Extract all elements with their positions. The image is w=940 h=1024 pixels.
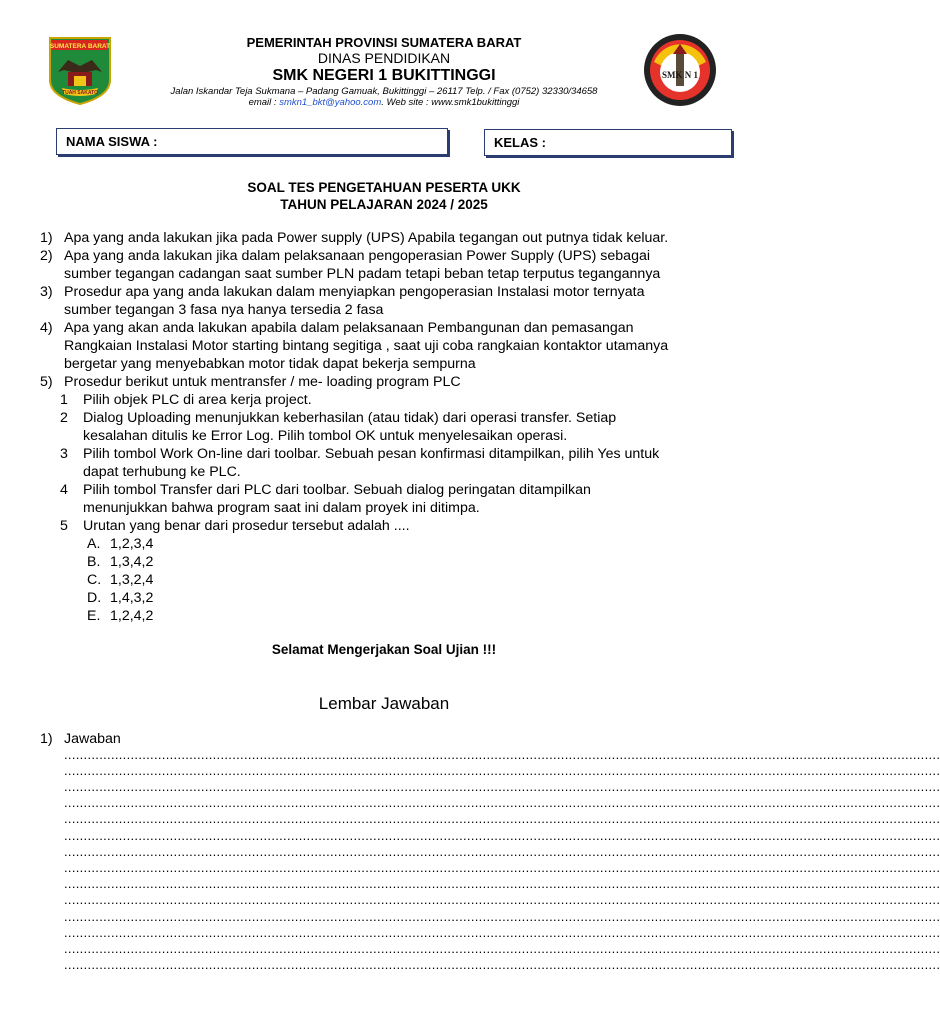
department-name: DINAS PENDIDIKAN	[317, 50, 451, 66]
option-text: 1,2,4,2	[110, 608, 154, 624]
class-field[interactable]	[484, 129, 732, 156]
school-contact	[120, 97, 648, 108]
sumbar-logo-top-text: SUMATERA BARAT	[49, 43, 111, 50]
question-number: 5)	[40, 374, 53, 390]
step-text: dapat terhubung ke PLC.	[83, 464, 241, 480]
answer-line[interactable]: ................................................................................................................................................................................................................................	[64, 925, 940, 940]
option-letter: C.	[87, 572, 102, 588]
option-text: 1,3,4,2	[110, 554, 154, 570]
option-e[interactable]	[87, 607, 154, 625]
step-text: kesalahan ditulis ke Error Log. Pilih tombol OK untuk menyelesaikan operasi.	[83, 428, 568, 444]
option-text: 1,3,2,4	[110, 572, 154, 588]
school-name: SMK NEGERI 1 BUKITTINGGI	[272, 67, 496, 84]
school-address: Jalan Iskandar Teja Sukmana – Padang Gamuak, Bukittinggi – 26117 Telp. / Fax (0752) 32330/34658	[170, 86, 598, 97]
question-text: Apa yang anda lakukan jika dalam pelaksanaan pengoperasian Power Supply (UPS) sebagai	[64, 248, 651, 264]
answer-label: Jawaban	[64, 731, 121, 747]
answer-line[interactable]: ................................................................................................................................................................................................................................	[64, 763, 940, 778]
question-number: 3)	[40, 284, 53, 300]
answer-line[interactable]: ................................................................................................................................................................................................................................	[64, 795, 940, 810]
answer-line[interactable]: ................................................................................................................................................................................................................................	[64, 844, 940, 859]
option-text: 1,4,3,2	[110, 590, 154, 606]
answer-line[interactable]: ................................................................................................................................................................................................................................	[64, 909, 940, 924]
email-label: email :	[248, 97, 280, 108]
option-letter: A.	[87, 536, 101, 552]
question-text: bergetar yang menyebabkan motor tidak dapat bekerja sempurna	[64, 356, 476, 372]
answer-line[interactable]: ................................................................................................................................................................................................................................	[64, 876, 940, 891]
answer-line[interactable]: ................................................................................................................................................................................................................................	[64, 860, 940, 875]
class-label: KELAS :	[494, 135, 546, 150]
step-text: Pilih objek PLC di area kerja project.	[83, 392, 312, 408]
question-text: sumber tegangan cadangan saat sumber PLN padam tetapi beban tetap terputus tegangannya	[64, 266, 661, 282]
exam-year: TAHUN PELAJARAN 2024 / 2025	[280, 197, 488, 212]
step-number: 3	[60, 446, 68, 462]
step-number: 2	[60, 410, 68, 426]
step-text: menunjukkan bahwa program saat ini dalam proyek ini ditimpa.	[83, 500, 480, 516]
question-text: Prosedur apa yang anda lakukan dalam menyiapkan pengoperasian Instalasi motor ternyata	[64, 284, 645, 300]
option-d[interactable]	[87, 589, 154, 607]
question-number: 2)	[40, 248, 53, 264]
answer-line[interactable]: ................................................................................................................................................................................................................................	[64, 828, 940, 843]
sumbar-logo-bottom-text: TUAH SAKATO	[62, 90, 98, 96]
option-letter: E.	[87, 608, 101, 624]
sumbar-logo	[48, 36, 112, 106]
option-b[interactable]	[87, 553, 154, 571]
question-text: Prosedur berikut untuk mentransfer / me- loading program PLC	[64, 374, 461, 390]
government-name: PEMERINTAH PROVINSI SUMATERA BARAT	[246, 35, 522, 50]
answer-number: 1)	[40, 731, 53, 747]
question-text: Rangkaian Instalasi Motor starting bintang segitiga , saat uji coba rangkaian kontaktor utamanya	[64, 338, 669, 354]
exam-title: SOAL TES PENGETAHUAN PESERTA UKK	[247, 180, 521, 195]
answer-line[interactable]: ................................................................................................................................................................................................................................	[64, 957, 940, 972]
answer-line[interactable]: ................................................................................................................................................................................................................................	[64, 747, 940, 762]
answer-line[interactable]: ................................................................................................................................................................................................................................	[64, 941, 940, 956]
website-text: . Web site : www.smk1bukittinggi	[381, 97, 520, 108]
question-number: 1)	[40, 230, 53, 246]
question-text: Apa yang akan anda lakukan apabila dalam pelaksanaan Pembangunan dan pemasangan	[64, 320, 634, 336]
question-text: sumber tegangan 3 fasa nya hanya tersedia 2 fasa	[64, 302, 384, 318]
school-logo-text: SMK N 1	[662, 70, 698, 80]
question-number: 4)	[40, 320, 53, 336]
step-number: 1	[60, 392, 68, 408]
option-c[interactable]	[87, 571, 154, 589]
option-text: 1,2,3,4	[110, 536, 154, 552]
option-letter: B.	[87, 554, 101, 570]
question-text: Apa yang anda lakukan jika pada Power supply (UPS) Apabila tegangan out putnya tidak keluar.	[64, 230, 669, 246]
school-logo	[640, 32, 720, 108]
option-letter: D.	[87, 590, 102, 606]
step-number: 5	[60, 518, 68, 534]
answer-line[interactable]: ................................................................................................................................................................................................................................	[64, 892, 940, 907]
closing-message: Selamat Mengerjakan Soal Ujian !!!	[271, 642, 497, 657]
answer-line[interactable]: ................................................................................................................................................................................................................................	[64, 779, 940, 794]
answer-sheet-title: Lembar Jawaban	[318, 694, 450, 713]
step-text: Pilih tombol Transfer dari PLC dari toolbar. Sebuah dialog peringatan ditampilkan	[83, 482, 591, 498]
option-a[interactable]	[87, 535, 154, 553]
step-text: Dialog Uploading menunjukkan keberhasilan (atau tidak) dari operasi transfer. Setiap	[83, 410, 617, 426]
answer-line[interactable]: ................................................................................................................................................................................................................................	[64, 811, 940, 826]
email-link[interactable]: smkn1_bkt@yahoo.com	[279, 97, 382, 108]
step-number: 4	[60, 482, 68, 498]
step-text: Urutan yang benar dari prosedur tersebut adalah ....	[83, 518, 410, 534]
student-name-field[interactable]	[56, 128, 448, 155]
step-text: Pilih tombol Work On-line dari toolbar. Sebuah pesan konfirmasi ditampilkan, pilih Yes untuk	[83, 446, 660, 462]
student-name-label: NAMA SISWA :	[66, 134, 158, 149]
